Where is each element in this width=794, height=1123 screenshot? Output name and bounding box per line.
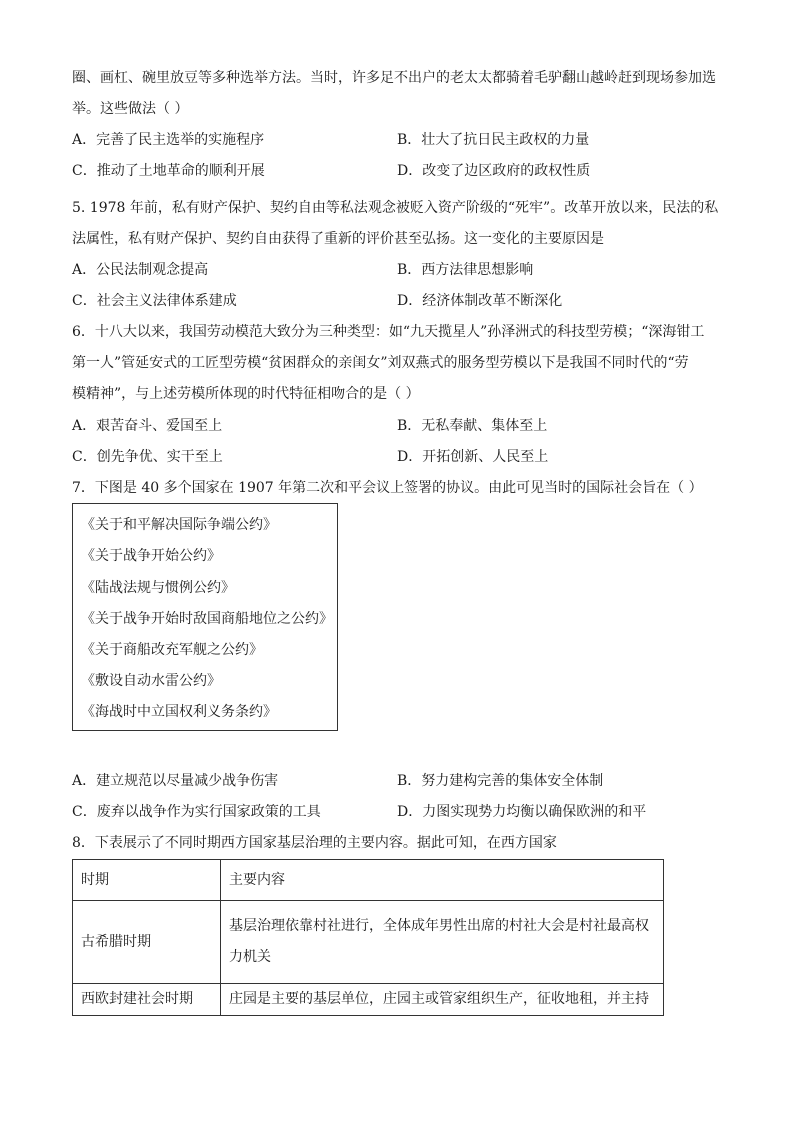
treaty-item: 《关于商船改充军舰之公约》 bbox=[81, 642, 263, 658]
q4-stem-line2: 举。这些做法（ ） bbox=[72, 101, 189, 117]
treaty-item: 《陆战法规与惯例公约》 bbox=[81, 580, 235, 596]
q6-option-c[interactable]: C．创先争优、实干至上 bbox=[72, 449, 223, 465]
table-cell-content: 庄园是主要的基层单位，庄园主或管家组织生产，征收地租，并主持 bbox=[221, 984, 664, 1016]
q6-option-a[interactable]: A．艰苦奋斗、爱国至上 bbox=[72, 418, 223, 434]
table-cell-period: 西欧封建社会时期 bbox=[73, 984, 221, 1016]
q5-option-b[interactable]: B．西方法律思想影响 bbox=[397, 262, 534, 278]
treaty-item: 《关于战争开始公约》 bbox=[81, 548, 221, 564]
treaty-item: 《关于和平解决国际争端公约》 bbox=[81, 517, 277, 533]
q4-stem-line1: 圈、画杠、碗里放豆等多种选举方法。当时，许多足不出户的老太太都骑着毛驴翻山越岭赶到现场参加选 bbox=[72, 70, 716, 86]
table-header-row bbox=[73, 860, 664, 901]
treaty-item: 《敷设自动水雷公约》 bbox=[81, 673, 221, 689]
q7-stem-line1: 7．下图是 40 多个国家在 1907 年第二次和平会议上签署的协议。由此可见当时的国际社会旨在（ ） bbox=[72, 480, 703, 496]
q4-option-b[interactable]: B．壮大了抗日民主政权的力量 bbox=[397, 132, 590, 148]
q6-stem-line2: 第一人”管延安式的工匠型劳模“贫困群众的亲闺女”刘双燕式的服务型劳模以下是我国不同时代的“劳 bbox=[72, 355, 689, 371]
q7-option-c[interactable]: C．废弃以战争作为实行国家政策的工具 bbox=[72, 804, 321, 820]
q4-option-d[interactable]: D．改变了边区政府的政权性质 bbox=[397, 163, 591, 179]
q6-option-d[interactable]: D．开拓创新、人民至上 bbox=[397, 449, 549, 465]
treaty-item: 《海战时中立国权利义务条约》 bbox=[81, 704, 277, 720]
table-cell-period: 古希腊时期 bbox=[73, 901, 221, 984]
governance-table bbox=[72, 859, 664, 1016]
treaty-list-box bbox=[72, 503, 338, 731]
q8-stem-line1: 8．下表展示了不同时期西方国家基层治理的主要内容。据此可知，在西方国家 bbox=[72, 835, 557, 851]
q5-option-c[interactable]: C．社会主义法律体系建成 bbox=[72, 293, 237, 309]
q4-option-a[interactable]: A．完善了民主选举的实施程序 bbox=[72, 132, 265, 148]
q4-option-c[interactable]: C．推动了土地革命的顺利开展 bbox=[72, 163, 265, 179]
table-cell-content: 基层治理依靠村社进行，全体成年男性出席的村社大会是村社最高权力机关 bbox=[221, 901, 664, 984]
q6-option-b[interactable]: B．无私奉献、集体至上 bbox=[397, 418, 548, 434]
q5-stem-line1: 5. 1978 年前，私有财产保护、契约自由等私法观念被贬入资产阶级的“死牢”。改革开放以来，民法的私 bbox=[72, 200, 719, 216]
q5-option-d[interactable]: D．经济体制改革不断深化 bbox=[397, 293, 563, 309]
table-row bbox=[73, 984, 664, 1016]
q7-option-b[interactable]: B．努力建构完善的集体安全体制 bbox=[397, 773, 604, 789]
treaty-item: 《关于战争开始时敌国商船地位之公约》 bbox=[81, 611, 333, 627]
q7-option-a[interactable]: A．建立规范以尽量减少战争伤害 bbox=[72, 773, 279, 789]
q6-stem-line3: 模精神”，与上述劳模所体现的时代特征相吻合的是（ ） bbox=[72, 386, 420, 402]
q6-stem-line1: 6．十八大以来，我国劳动模范大致分为三种类型：如“九天揽星人”孙泽洲式的科技型劳模；“深海钳工 bbox=[72, 324, 705, 340]
table-header-period: 时期 bbox=[73, 860, 221, 901]
q7-option-d[interactable]: D．力图实现势力均衡以确保欧洲的和平 bbox=[397, 804, 647, 820]
table-header-content: 主要内容 bbox=[221, 860, 664, 901]
q5-stem-line2: 法属性，私有财产保护、契约自由获得了重新的评价甚至弘扬。这一变化的主要原因是 bbox=[72, 231, 604, 247]
q5-option-a[interactable]: A．公民法制观念提高 bbox=[72, 262, 209, 278]
table-row bbox=[73, 901, 664, 984]
